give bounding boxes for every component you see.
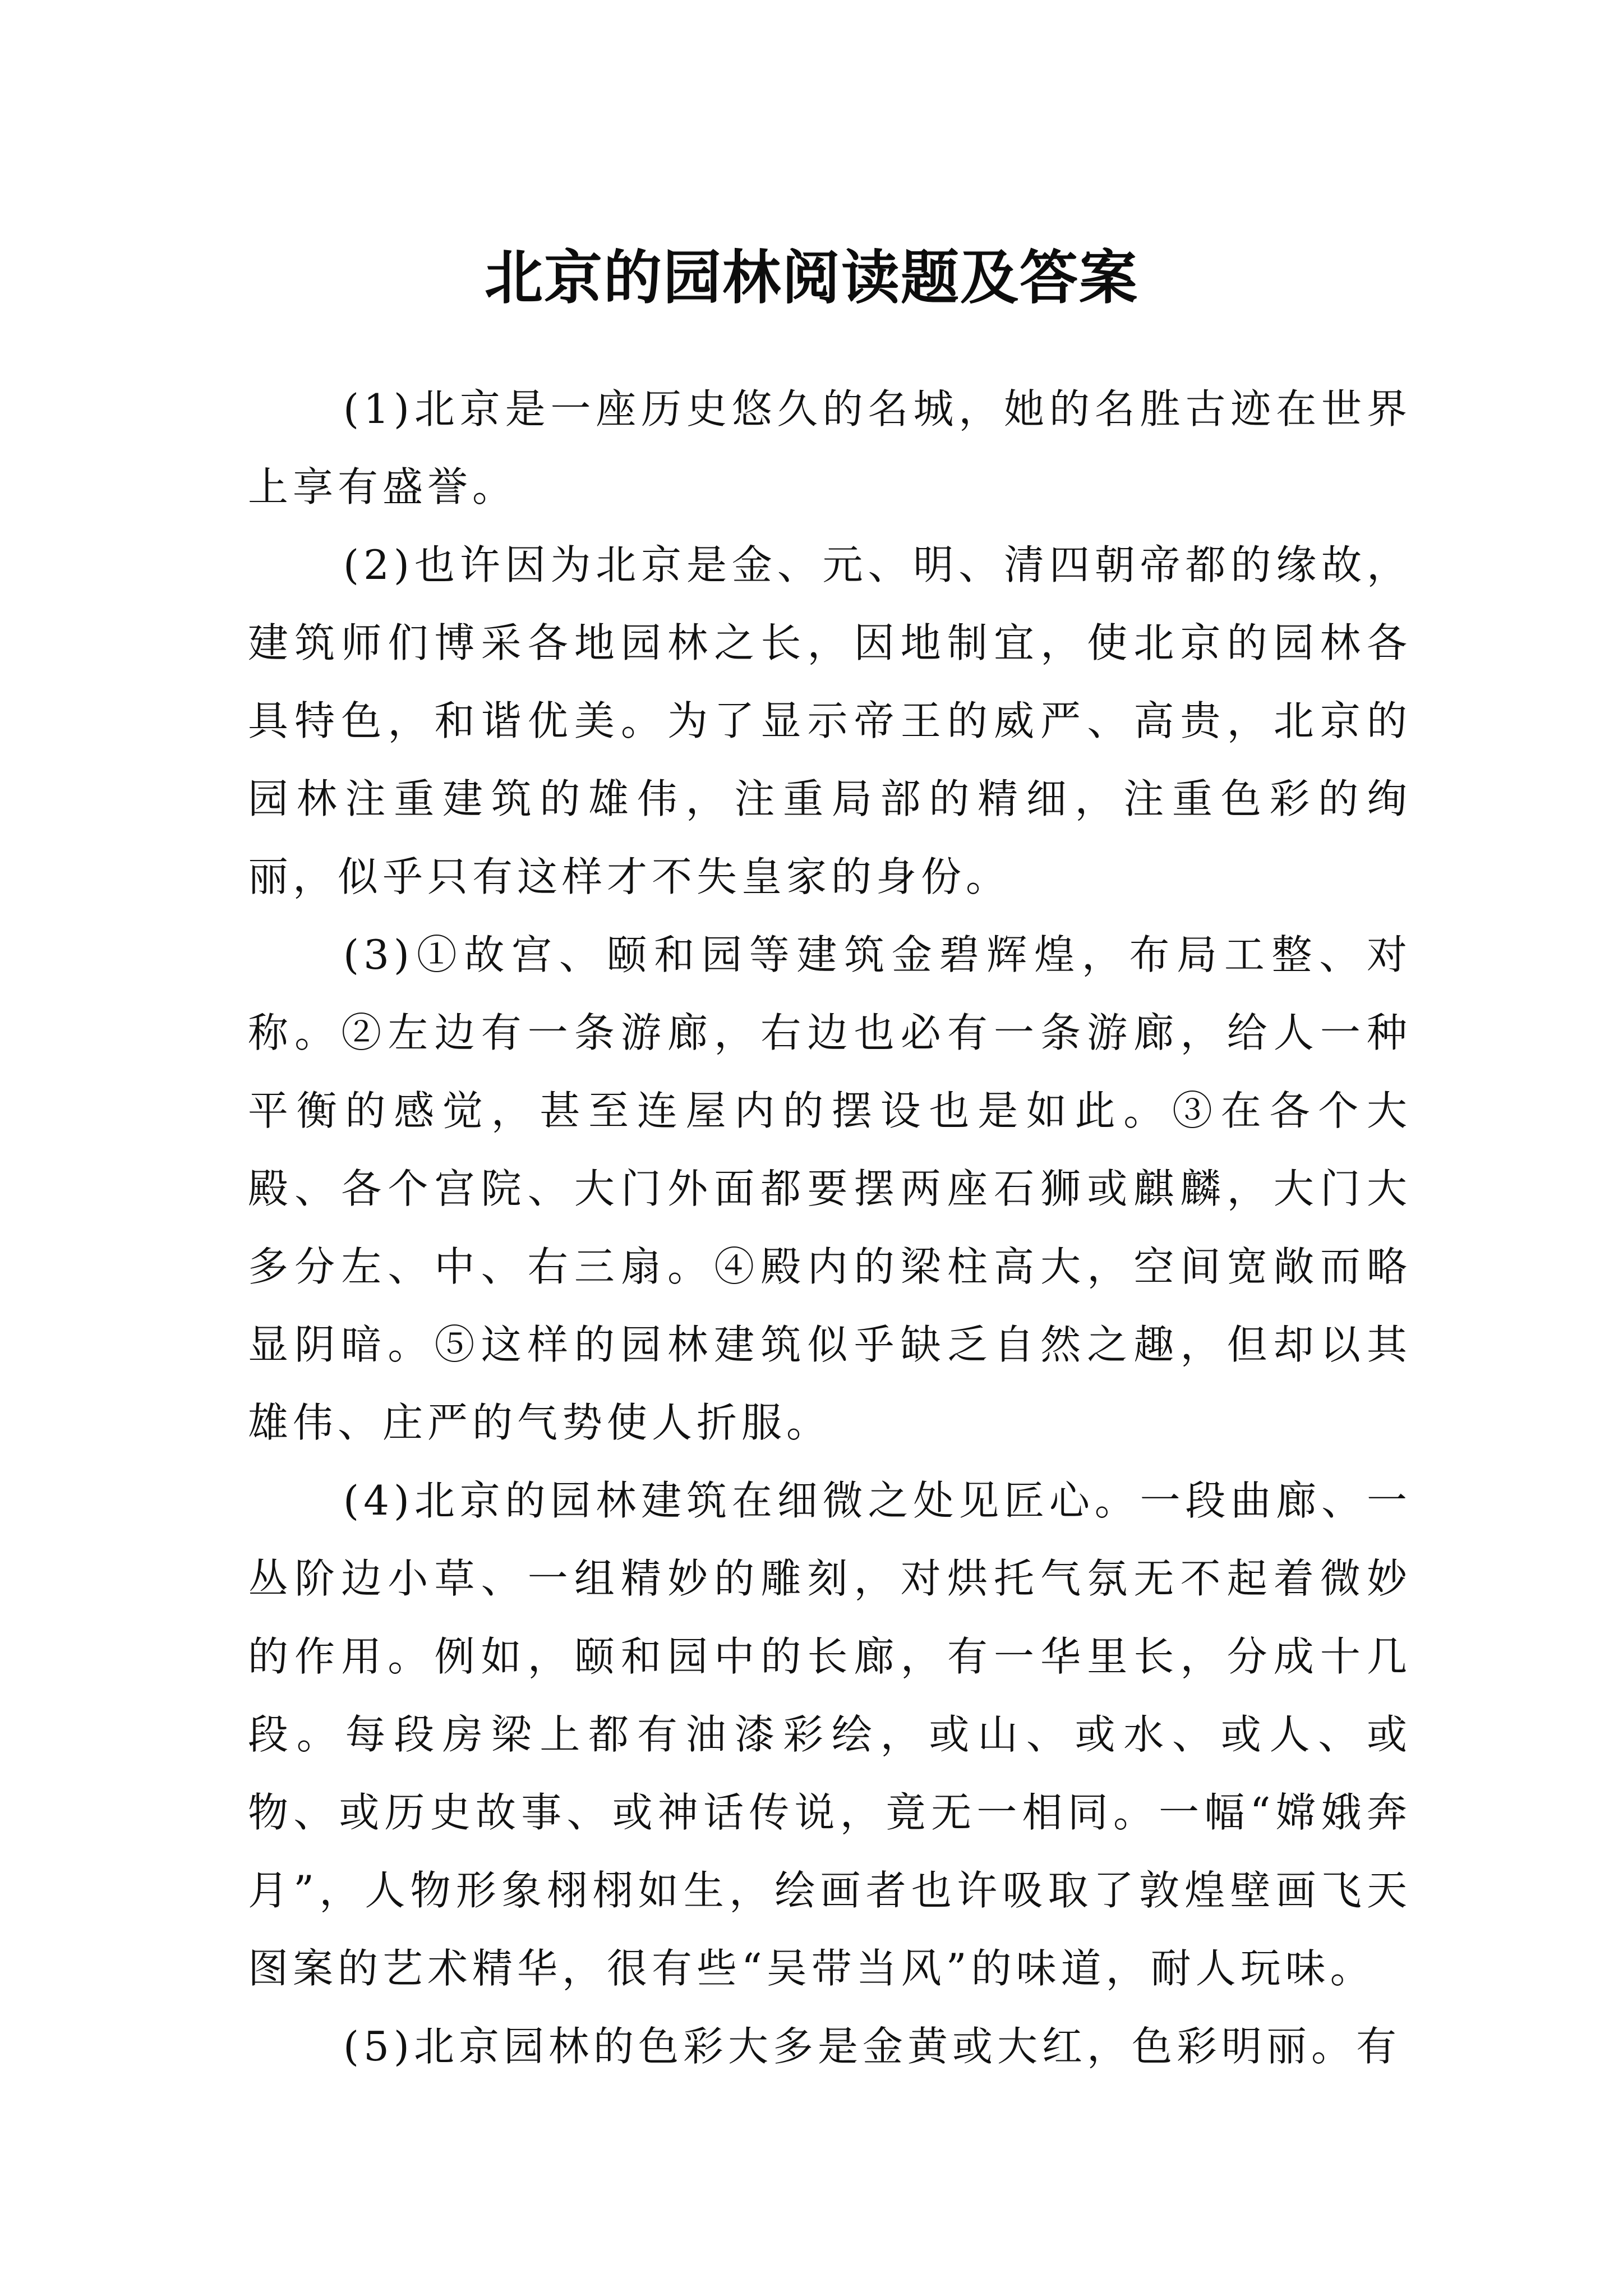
paragraph-5: (5)北京园林的色彩大多是金黄或大红，色彩明丽。有 (343, 2023, 1401, 2070)
paragraph-3: (3)①故宫、颐和园等建筑金碧辉煌，布局工整、对称。②左边有一条游廊，右边也必有一条游廊，给人一种平衡的感觉，甚至连屋内的摆设也是如此。③在各个大殿、各个宫院、大门外面都要摆两座石狮或麒麟，大门大多分左、中、右三扇。④殿内的梁柱高大，空间宽敞而略显阴暗。⑤这样的园林建筑似乎缺乏自然之趣，但却以其雄伟、庄严的气势使人折服。 (248, 931, 1412, 1446)
paragraph-1: (1)北京是一座历史悠久的名城，她的名胜古迹在世界上享有盛誉。 (248, 385, 1412, 510)
document-title: 北京的园林阅读题及答案 (484, 243, 1138, 312)
document-body (248, 370, 1412, 2086)
paragraph-4: (4)北京的园林建筑在细微之处见匠心。一段曲廊、一丛阶边小草、一组精妙的雕刻，对烘托气氛无不起着微妙的作用。例如，颐和园中的长廊，有一华里长，分成十几段。每段房梁上都有油漆彩绘，或山、或水、或人、或物、或历史故事、或神话传说，竟无一相同。一幅“嫦娥奔月”，人物形象栩栩如生，绘画者也许吸取了敦煌壁画飞天图案的艺术精华，很有些“吴带当风”的味道，耐人玩味。 (248, 1477, 1412, 1992)
paragraph-2: (2)也许因为北京是金、元、明、清四朝帝都的缘故，建筑师们博采各地园林之长，因地制宜，使北京的园林各具特色，和谐优美。为了显示帝王的威严、高贵，北京的园林注重建筑的雄伟，注重局部的精细，注重色彩的绚丽，似乎只有这样才不失皇家的身份。 (248, 541, 1412, 900)
